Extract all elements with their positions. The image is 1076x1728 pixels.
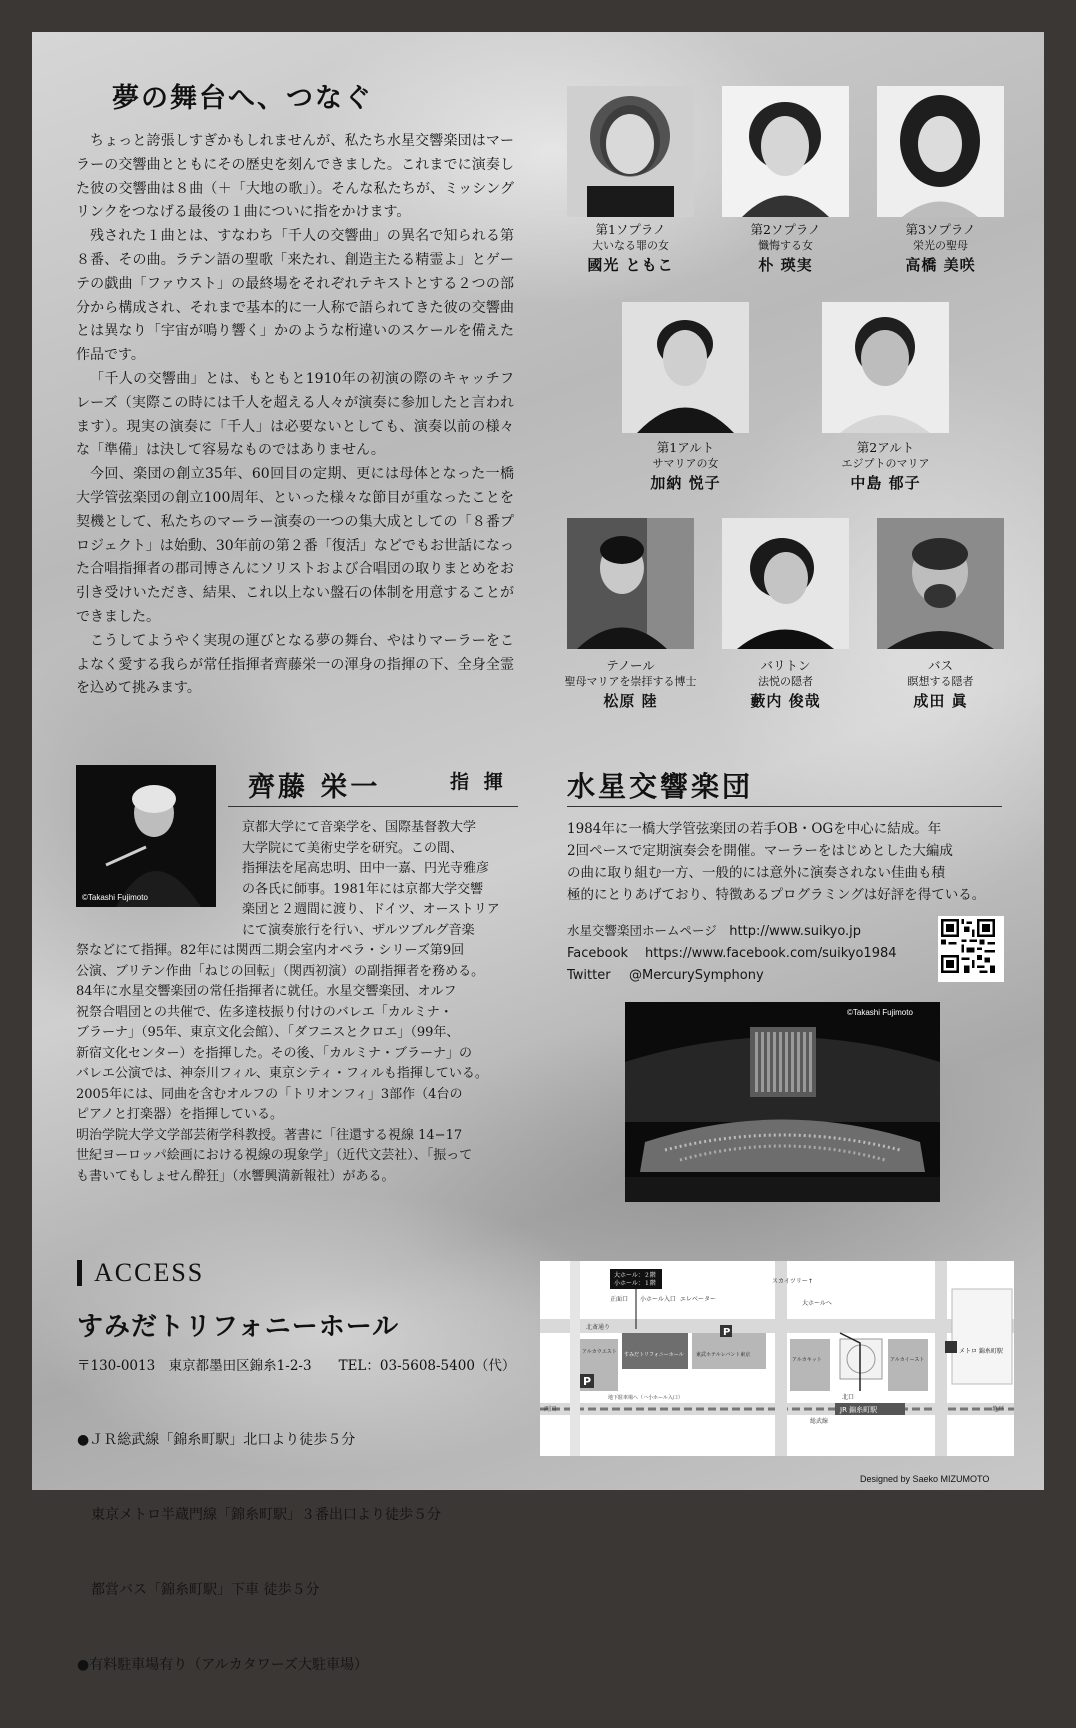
bio-line: ピアノと打楽器）を指揮している。 bbox=[76, 1107, 283, 1122]
link-value: @MercurySymphony bbox=[629, 968, 764, 983]
soloist-caption bbox=[707, 222, 864, 277]
map-label-station: JR 錦糸町駅 bbox=[840, 1406, 878, 1414]
map-label-north-exit: 北口 bbox=[842, 1394, 855, 1401]
map-label-to-main-hall: 大ホールへ bbox=[802, 1300, 832, 1307]
map-label-kameido: 亀戸 bbox=[992, 1406, 1005, 1413]
access-line: 東京メトロ半蔵門線「錦糸町駅」３番出口より徒歩５分 bbox=[77, 1507, 441, 1523]
soloist-caption bbox=[862, 222, 1019, 277]
soloist-part: 第2ソプラノ bbox=[750, 222, 821, 237]
soloist-caption bbox=[552, 222, 709, 277]
link-value: https://www.facebook.com/suikyo1984 bbox=[645, 946, 897, 961]
orchestra-desc-line: の曲に取り組む一方、一般的には意外に演奏されない佳曲も積 bbox=[567, 865, 945, 881]
link-label: 水星交響楽団ホームページ bbox=[567, 923, 717, 938]
link-label: Twitter bbox=[567, 968, 611, 983]
soloist-name: 國光 ともこ bbox=[587, 256, 674, 274]
designer-credit: Designed by Saeko MIZUMOTO bbox=[860, 1474, 990, 1484]
flyer-page bbox=[32, 32, 1044, 1673]
soloist-part: 第2アルト bbox=[856, 440, 915, 455]
bio-line: の各氏に師事。1981年には京都大学交響 bbox=[242, 881, 484, 897]
access-bar bbox=[77, 1260, 82, 1286]
map-label-arca-west: アルカウエスト bbox=[582, 1349, 617, 1355]
homepage-link[interactable] bbox=[567, 920, 947, 942]
soloist-photo bbox=[567, 518, 694, 649]
intro-paragraph: ちょっと誇張しすぎかもしれませんが、私たち水星交響楽団はマーラーの交響曲とともにその歴史を刻んできました。これまでに演奏した彼の交響曲は８曲（＋「大地の歌」）。そんな私たちが、ミッシングリンクをつなげる最後の１曲についに指をかけます。 bbox=[76, 133, 514, 221]
soloist-photo bbox=[622, 302, 749, 433]
soloist-photo bbox=[877, 86, 1004, 217]
facebook-link[interactable] bbox=[567, 942, 947, 964]
soloist-role: サマリアの女 bbox=[652, 457, 719, 470]
soloist-name: 中島 郁子 bbox=[850, 474, 921, 492]
soloist-role: 栄光の聖母 bbox=[913, 239, 968, 252]
conductor-bio bbox=[76, 818, 536, 1187]
twitter-link[interactable] bbox=[567, 964, 947, 986]
soloist-caption bbox=[862, 658, 1019, 713]
venue-name: すみだトリフォニーホール bbox=[77, 1312, 400, 1342]
bio-line: 世紀ヨーロッパ絵画における視線の現象学」（近代文芸社）、「振って bbox=[76, 1148, 473, 1163]
bio-line: バレエ公演では、神奈川フィル、東京シティ・フィルも指揮している。 bbox=[76, 1066, 488, 1081]
soloist-role: 大いなる罪の女 bbox=[592, 239, 669, 252]
conductor-title: 指 揮 bbox=[450, 771, 507, 793]
soloist-role: エジプトのマリア bbox=[841, 457, 930, 470]
soloist-name: 松原 陸 bbox=[603, 692, 658, 710]
bio-line: も書いてもしょせん酔狂」（水響興満新報社）がある。 bbox=[76, 1168, 395, 1184]
soloist-part: 第3ソプラノ bbox=[905, 222, 976, 237]
soloist-role: 懺悔する女 bbox=[758, 239, 813, 252]
conductor-name: 齊藤 栄一 bbox=[248, 772, 381, 803]
intro-body bbox=[76, 130, 514, 701]
soloist-part: バス bbox=[927, 658, 953, 673]
intro-paragraph: 今回、楽団の創立35年、60回目の定期、更には母体となった一橋大学管弦楽団の創立100周年、といった様々な節目が重なったことを契機として、私たちのマーラー演奏の一つの集大成としての「８番プロジェクト」は始動、30年前の第２番「復活」などでもお世話になった合唱指揮者の郡司博さんにソリストおよび合唱団の取りまとめをお引き受けいただき、結果、これ以上ない盤石の体制を用意することができました。 bbox=[76, 466, 514, 625]
venue-address: 〒130-0013 東京都墨田区錦糸1-2-3 TEL：03-5608-5400（代） bbox=[77, 1358, 516, 1374]
bio-line: 新宿文化センター）を指揮した。その後、「カルミナ・ブラーナ」の bbox=[76, 1045, 472, 1061]
bio-line: にて演奏旅行を行い、ザルツブルグ音楽 bbox=[242, 922, 475, 938]
soloist-photo bbox=[822, 302, 949, 433]
intro-paragraph: 残された１曲とは、すなわち「千人の交響曲」の異名で知られる第８番、その曲。ラテン語の聖歌「来たれ、創造主たる精霊よ」とゲーテの戯曲「ファウスト」の最終場をそれぞれテキストとする２つの部分から構成され、それまで基本的に一人称で語られてきた彼の交響曲とは異なり「宇宙が鳴り響く」かのような桁違いのスケールを備えた作品です。 bbox=[76, 228, 514, 364]
map-hall-box-line: 小ホール：１階 bbox=[614, 1280, 656, 1287]
map-label-tobu-hotel: 東武ホテルレバント東京 bbox=[696, 1352, 751, 1358]
map-label-underground: 地下駐車場へ（ハ小ホール入口） bbox=[608, 1395, 683, 1401]
soloist-name: 成田 眞 bbox=[913, 692, 968, 710]
soloist-name: 朴 瑛実 bbox=[758, 256, 813, 274]
orchestra-name: 水星交響楽団 bbox=[567, 770, 754, 803]
bio-line: 明治学院大学文学部芸術学科教授。著書に「往還する視線 14−17 bbox=[76, 1127, 463, 1143]
map-label-metro: メトロ 錦糸町駅 bbox=[959, 1348, 1003, 1355]
bio-line: 楽団と２週間に渡り、ドイツ、オーストリア bbox=[242, 902, 500, 917]
access-line: 都営バス「錦糸町駅」下車 徒歩５分 bbox=[77, 1582, 320, 1598]
soloist-part: バリトン bbox=[760, 658, 811, 673]
soloist-part: テノール bbox=[606, 658, 655, 673]
access-directions bbox=[77, 1378, 441, 1728]
orchestra-desc-line: 極的にとりあげており、特徴あるプログラミングは好評を得ている。 bbox=[567, 887, 986, 903]
parking-icon: P bbox=[723, 1327, 731, 1338]
map-label-small-entrance: 小ホール入口 bbox=[640, 1296, 676, 1303]
soloist-part: 第1ソプラノ bbox=[595, 222, 666, 237]
soloist-name: 加納 悦子 bbox=[650, 474, 721, 492]
map-label-skytree: スカイツリー↑ bbox=[772, 1278, 813, 1285]
bio-line: 公演、ブリテン作曲「ねじの回転」（関西初演）の副指揮者を務める。 bbox=[76, 963, 485, 979]
map-label-main-entrance: 正面口 bbox=[610, 1296, 629, 1303]
orchestra-links bbox=[567, 920, 947, 986]
orchestra-desc-line: 2回ペースで定期演奏会を開催。マーラーをはじめとした大編成 bbox=[567, 843, 953, 859]
soloist-role: 法悦の隠者 bbox=[758, 675, 813, 688]
soloist-caption bbox=[807, 440, 964, 495]
map-label-elevator: エレベーター bbox=[680, 1296, 717, 1303]
access-line: ●有料駐車場有り（アルカタワーズ大駐車場） bbox=[77, 1657, 368, 1673]
map-label-ryogoku: 両国 bbox=[544, 1406, 557, 1413]
intro-title: 夢の舞台へ、つなぐ bbox=[112, 83, 373, 114]
soloist-caption bbox=[607, 440, 764, 495]
map-label-north-street: 北斎通り bbox=[586, 1324, 611, 1331]
soloist-role: 聖母マリアを崇拝する博士 bbox=[564, 675, 697, 688]
soloist-name: 藪内 俊哉 bbox=[750, 692, 821, 710]
soloist-photo bbox=[877, 518, 1004, 649]
intro-paragraph: 「千人の交響曲」とは、もともと1910年の初演の際のキャッチフレーズ（実際この時には千人を超える人々が演奏に参加したと言われます）。現実の演奏に「千人」は必要ないとしても、演奏以前の様々な「準備」は決して容易なものではありません。 bbox=[76, 370, 514, 459]
orchestra-desc bbox=[567, 818, 1017, 906]
map-label-arca-east: アルカイースト bbox=[890, 1357, 925, 1363]
bio-line: 大学院にて美術史学を研究。この間、 bbox=[242, 840, 464, 856]
bio-line: 84年に水星交響楽団の常任指揮者に就任。水星交響楽団、オルフ bbox=[76, 984, 457, 999]
qr-code-icon[interactable] bbox=[938, 916, 1004, 982]
access-map bbox=[540, 1261, 1014, 1456]
parking-icon: P bbox=[583, 1375, 592, 1388]
bio-line: 祭などにて指揮。82年には関西二期会室内オペラ・シリーズ第9回 bbox=[76, 943, 465, 958]
soloist-role: 瞑想する隠者 bbox=[907, 675, 974, 688]
soloist-caption bbox=[542, 658, 719, 713]
orchestra-rule bbox=[567, 806, 1002, 807]
conductor-rule bbox=[228, 806, 518, 807]
bio-line: ブラーナ」（95年、東京文化会館）、「ダフニスとクロエ」（99年、 bbox=[76, 1025, 460, 1040]
bio-line: 指揮法を尾高忠明、田中一嘉、円光寺雅彦 bbox=[242, 861, 490, 876]
soloist-part: 第1アルト bbox=[656, 440, 715, 455]
hall-photo bbox=[625, 1002, 940, 1202]
access-line: ●ＪＲ総武線「錦糸町駅」北口より徒歩５分 bbox=[77, 1432, 356, 1448]
bio-line: 祝祭合唱団との共催で、佐多達枝振り付けのバレエ「カルミナ・ bbox=[76, 1004, 453, 1020]
access-heading: ACCESS bbox=[94, 1258, 205, 1287]
svg-text:大ホール：２階: 大ホール：２階 bbox=[614, 1272, 656, 1279]
soloist-photo bbox=[567, 86, 694, 217]
soloist-photo bbox=[722, 86, 849, 217]
link-value: http://www.suikyo.jp bbox=[729, 924, 862, 939]
bio-line: 2005年には、同曲を含むオルフの「トリオンフィ」3部作（4台の bbox=[76, 1086, 463, 1102]
conductor-photo-credit: ©Takashi Fujimoto bbox=[82, 893, 148, 902]
soloist-caption bbox=[707, 658, 864, 713]
bio-line: 京都大学にて音楽学を、国際基督教大学 bbox=[242, 820, 477, 835]
map-label-triphony: すみだトリフォニーホール bbox=[624, 1352, 684, 1358]
orchestra-desc-line: 1984年に一橋大学管弦楽団の若手OB・OGを中心に結成。年 bbox=[567, 821, 942, 837]
link-label: Facebook bbox=[567, 946, 629, 961]
map-label-arca-kit: アルカキット bbox=[792, 1357, 822, 1363]
hall-photo-credit: ©Takashi Fujimoto bbox=[847, 1008, 913, 1017]
soloist-name: 高橋 美咲 bbox=[905, 256, 976, 274]
soloist-photo bbox=[722, 518, 849, 649]
map-label-sobu-line: 総武線 bbox=[810, 1418, 829, 1425]
intro-paragraph: こうしてようやく実現の運びとなる夢の舞台、やはりマーラーをこよなく愛する我らが常任指揮者齊藤栄一の渾身の指揮の下、全身全霊を込めて挑みます。 bbox=[76, 632, 514, 697]
